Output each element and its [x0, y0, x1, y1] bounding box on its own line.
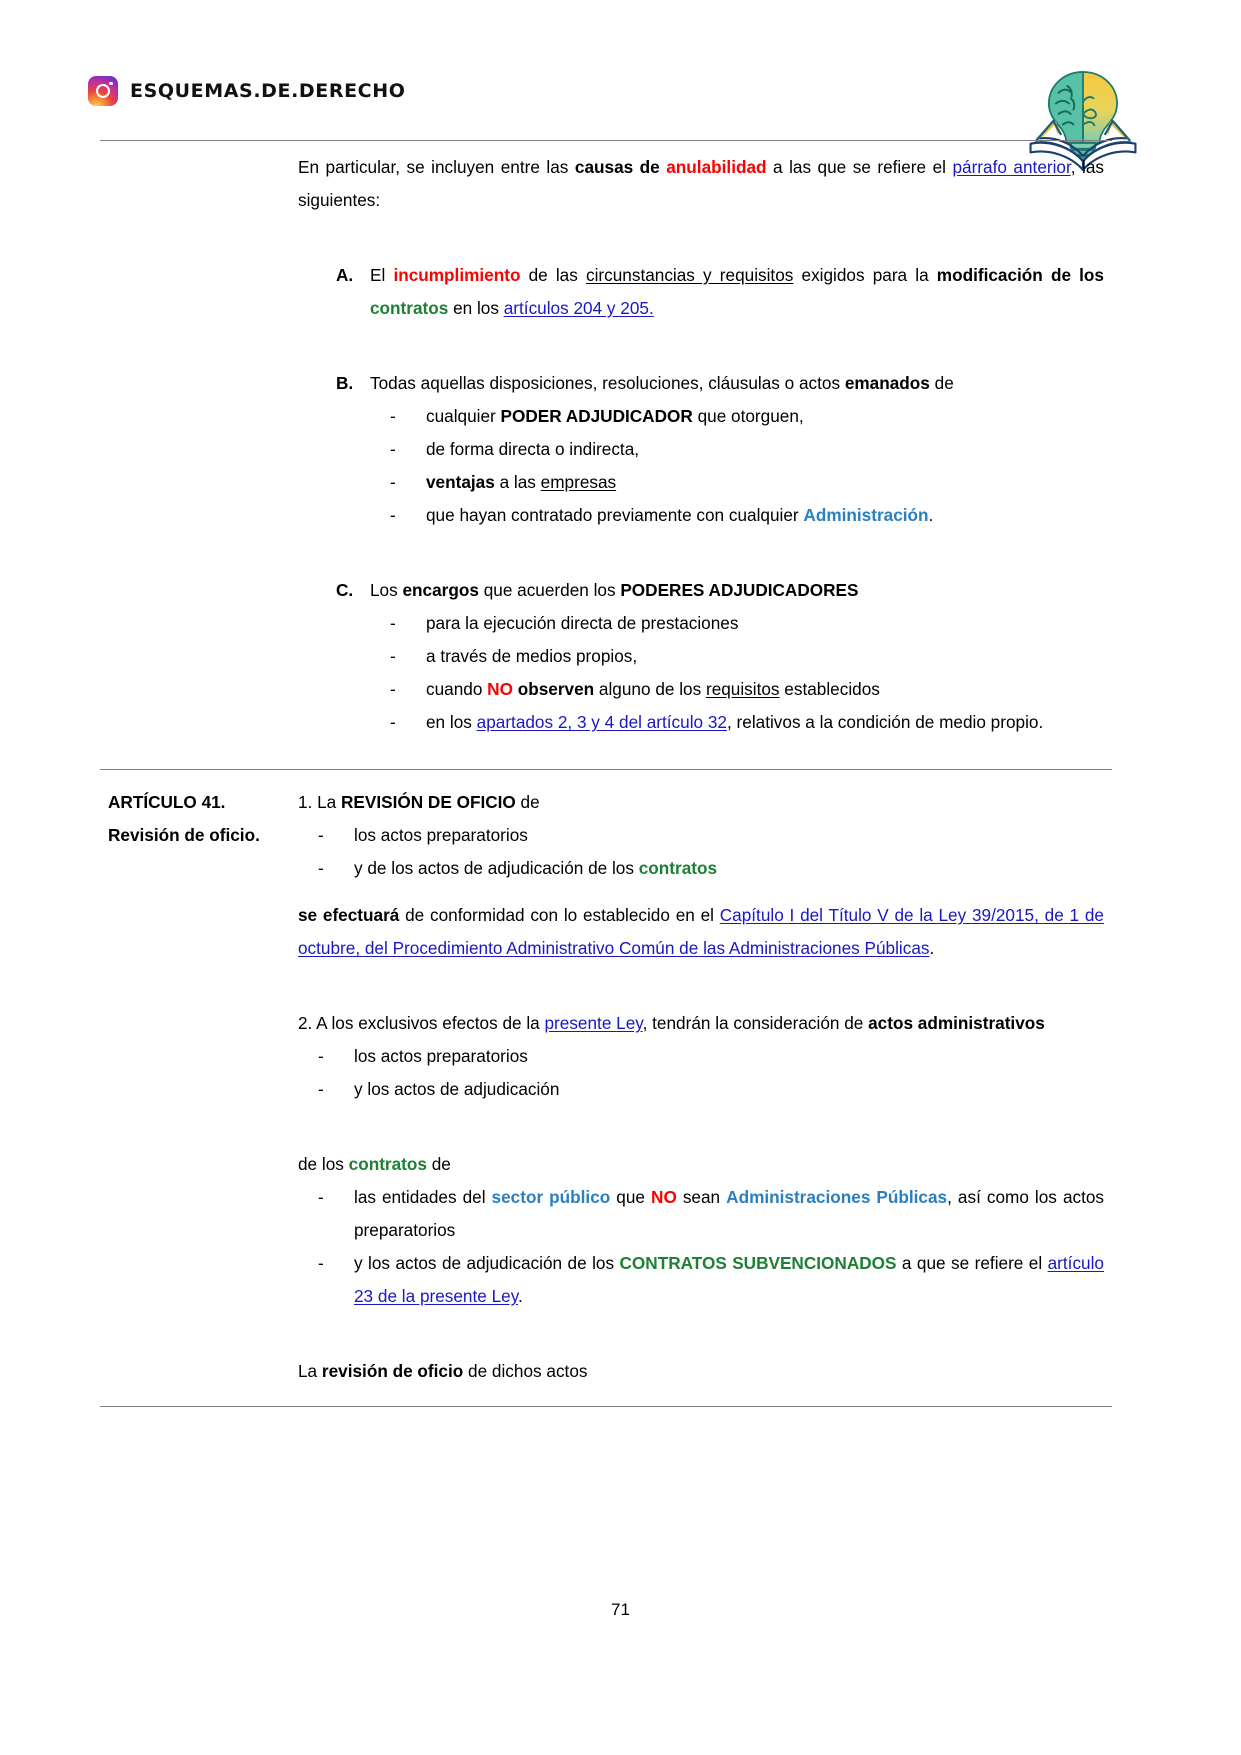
art41-closing [298, 1355, 1104, 1388]
bullet-c3-c: establecidos [779, 679, 880, 700]
art41-p2x-b2-b: a que se refiere el [896, 1253, 1048, 1274]
art41-closing-b: de dichos actos [463, 1361, 588, 1382]
art41-p2x-b1-red: NO [651, 1187, 677, 1208]
instagram-icon [88, 76, 118, 106]
art41-p2-b2-bullet-2 [298, 1247, 1104, 1313]
art41-p1-tail-b: . [929, 938, 935, 959]
art41-p2x-b2-green: CONTRATOS SUBVENCIONADOS [619, 1253, 897, 1274]
art41-p2x-b2-c: . [518, 1286, 523, 1307]
bullet-b-1 [370, 400, 1104, 433]
list-item-c [298, 574, 1104, 739]
art41-para2-bullets [298, 1040, 1104, 1106]
bullet-c-2 [370, 640, 1104, 673]
bullet-b-4 [370, 499, 1104, 532]
bullet-c3-a: cuando [426, 679, 488, 700]
art41-p1-tail-a: de conformidad con lo establecido en el [399, 905, 720, 926]
art41-para2-bullets2 [298, 1181, 1104, 1313]
art41-p2-b2-a: y los actos de adjudicación [354, 1079, 560, 1100]
item-c-lead-b: que acuerden los [478, 580, 621, 601]
bullet-b3-b: a las [494, 472, 541, 493]
articulo-41-number: ARTÍCULO 41. [108, 792, 226, 813]
item-b-lead-a: Todas aquellas disposiciones, resoluciones, cláusulas o actos [370, 373, 845, 394]
art41-para1-lead [298, 786, 1104, 819]
bullet-b-2 [370, 433, 1104, 466]
list-marker-a: A. [336, 265, 354, 286]
list-item-a [298, 259, 1104, 325]
lettered-list [298, 259, 1104, 739]
art41-p2-bullet-1 [298, 1040, 1104, 1073]
bullet-b1-a: cualquier [426, 406, 501, 427]
row-body-cell-causas [276, 141, 1112, 770]
bullet-b3-underline: empresas [540, 472, 617, 493]
bullet-b4-a: que hayan contratado previamente con cualquier [426, 505, 804, 526]
item-a-text-d: en los [448, 298, 504, 319]
item-a-paragraph [370, 259, 1104, 325]
art41-para1-tail [298, 899, 1104, 965]
row-body-cell-articulo-41 [276, 770, 1112, 1407]
bullet-b4-b: . [928, 505, 934, 526]
art41-p2x-b1-blue2: Administraciones Públicas [726, 1187, 948, 1208]
page-number: 71 [611, 1600, 630, 1619]
row-label-cell-articulo-41 [100, 770, 276, 1407]
art41-p1-tail-bold: se efectuará [298, 905, 400, 926]
item-a-green: contratos [370, 298, 449, 319]
item-a-underline: circunstancias y requisitos [586, 265, 794, 286]
bullet-c-1 [370, 607, 1104, 640]
link-articulos-204-205[interactable]: artículos 204 y 205. [503, 298, 654, 319]
art41-p2-b: , tendrán la consideración de [642, 1013, 869, 1034]
art41-p1-b1-a: los actos preparatorios [354, 825, 528, 846]
bullet-b3-bold: ventajas [426, 472, 495, 493]
art41-p2x-b1-d: , así como los actos preparatorios [354, 1187, 1105, 1241]
item-b-bullets [370, 400, 1104, 532]
link-capitulo-i-titulo-v-ley-39-2015[interactable]: Capítulo I del Título V de la Ley 39/2015, de 1 de octubre, del Procedimiento Administrativo Común de las Administraciones Públicas [298, 905, 1104, 959]
art41-p1-bold: REVISIÓN DE OFICIO [341, 792, 516, 813]
art41-para2-lead [298, 1007, 1104, 1040]
item-b-lead [370, 367, 1104, 400]
bullet-b2-a: de forma directa o indirecta, [426, 439, 640, 460]
table-row-articulo-41 [100, 770, 1112, 1407]
bullet-c3-b: alguno de los [594, 679, 706, 700]
link-articulo-23-presente-ley[interactable]: artículo 23 de la presente Ley [354, 1253, 1104, 1307]
item-c-lead-bold2: PODERES ADJUDICADORES [620, 580, 859, 601]
art41-p1-a: 1. La [298, 792, 342, 813]
list-item-b [298, 367, 1104, 532]
list-marker-b: B. [336, 373, 354, 394]
bullet-b1-b: que otorguen, [692, 406, 804, 427]
link-presente-ley[interactable]: presente Ley [544, 1013, 643, 1034]
intro-text-b: a las que se refiere el [766, 157, 953, 177]
brand-block [88, 76, 405, 106]
row-label-cell-empty [100, 141, 276, 770]
art41-p1-bullet-1 [298, 819, 1104, 852]
bullet-c4-b: , relativos a la condición de medio propio. [726, 712, 1044, 733]
art41-para2-mid [298, 1148, 1104, 1181]
intro-text-bold: causas de [574, 157, 667, 177]
art41-p2-bullet-2 [298, 1073, 1104, 1106]
art41-p2-b1-a: los actos preparatorios [354, 1046, 528, 1067]
item-b-lead-bold: emanados [844, 373, 930, 394]
table-row-causas [100, 141, 1112, 770]
intro-text-a: En particular, se incluyen entre las [298, 157, 575, 177]
item-a-red: incumplimiento [393, 265, 521, 286]
bullet-c2-a: a través de medios propios, [426, 646, 638, 667]
link-parrafo-anterior[interactable]: párrafo anterior [952, 157, 1071, 177]
art41-closing-a: La [298, 1361, 322, 1382]
art41-para1-bullets [298, 819, 1104, 885]
item-a-text-c: exigidos para la [793, 265, 937, 286]
bullet-c3-bold: observen [512, 679, 595, 700]
art41-p1-b: de [515, 792, 540, 813]
bullet-c3-red: NO [487, 679, 513, 700]
item-c-lead-a: Los [370, 580, 403, 601]
bullet-c1-a: para la ejecución directa de prestaciones [426, 613, 739, 634]
art41-p2-bold: actos administrativos [868, 1013, 1045, 1034]
art41-p2-mid-green: contratos [348, 1154, 427, 1175]
art41-closing-bold: revisión de oficio [321, 1361, 464, 1382]
item-b-lead-b: de [929, 373, 954, 394]
list-marker-c: C. [336, 580, 354, 601]
art41-p2x-b1-c: sean [676, 1187, 727, 1208]
bullet-c4-a: en los [426, 712, 477, 733]
item-c-lead [370, 574, 1104, 607]
item-c-bullets [370, 607, 1104, 739]
intro-text-c: , las siguientes: [298, 157, 1105, 211]
content-table [100, 140, 1112, 1407]
intro-paragraph [298, 151, 1104, 217]
art41-p2-b2-bullet-1 [298, 1181, 1104, 1247]
instagram-handle: ESQUEMAS.DE.DERECHO [130, 80, 406, 102]
art41-p2-mid-a: de los [298, 1154, 349, 1175]
art41-p2x-b1-b: que [610, 1187, 652, 1208]
link-apartados-articulo-32[interactable]: apartados 2, 3 y 4 del artículo 32 [476, 712, 727, 733]
bullet-c-3 [370, 673, 1104, 706]
intro-text-red: anulabilidad [666, 157, 767, 177]
art41-p1-bullet-2 [298, 852, 1104, 885]
item-a-text-b: de las [520, 265, 586, 286]
art41-p2x-b2-a: y los actos de adjudicación de los [354, 1253, 620, 1274]
art41-p2x-b1-blue1: sector público [491, 1187, 611, 1208]
bullet-c-4 [370, 706, 1104, 739]
art41-p1-b2-green: contratos [638, 858, 718, 879]
item-a-text-a: El [370, 265, 394, 286]
item-a-bold: modificación de los [936, 265, 1104, 286]
art41-p2-mid-b: de [426, 1154, 451, 1175]
bullet-b-3 [370, 466, 1104, 499]
art41-p2x-b1-a: las entidades del [354, 1187, 492, 1208]
art41-p2-a: 2. A los exclusivos efectos de la [298, 1013, 545, 1034]
item-c-lead-bold1: encargos [402, 580, 479, 601]
page-header [0, 58, 1241, 148]
art41-p1-b2-a: y de los actos de adjudicación de los [354, 858, 639, 879]
articulo-41-title: Revisión de oficio. [108, 825, 260, 846]
bullet-b1-bold: PODER ADJUDICADOR [500, 406, 693, 427]
bullet-c3-underline: requisitos [705, 679, 780, 700]
bullet-b4-blue: Administración [803, 505, 929, 526]
